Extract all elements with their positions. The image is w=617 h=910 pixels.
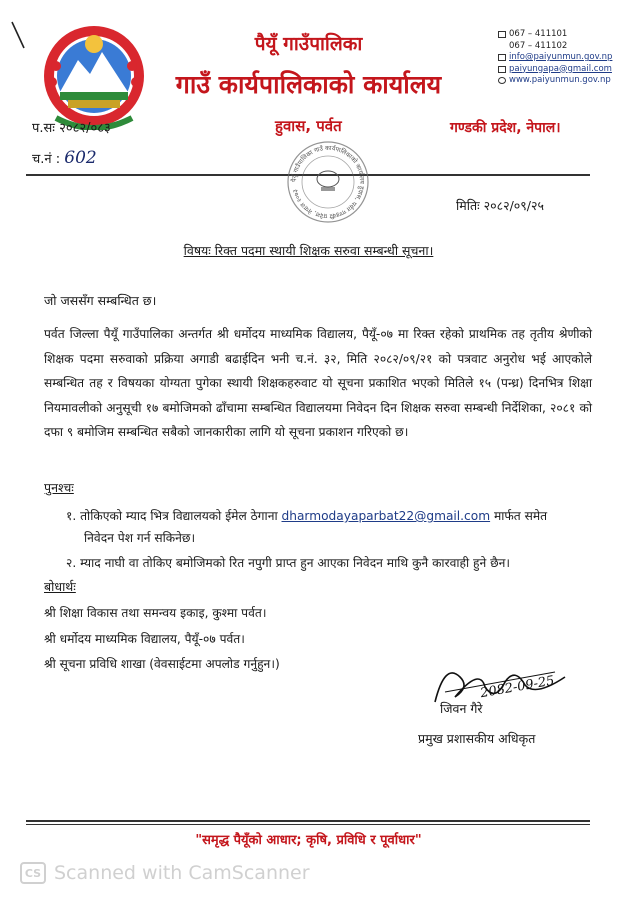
item-text-after: मार्फत समेत (493, 509, 548, 523)
scanner-text: Scanned with CamScanner (54, 862, 310, 884)
subject-line: विषयः रिक्त पदमा स्थायी शिक्षक सरुवा सम्बन्धी सूचना। (183, 243, 434, 258)
signature-date: 2082-09-25 (479, 673, 556, 702)
mail-icon (498, 66, 506, 73)
postscript-item-1 (66, 505, 588, 549)
footer-divider-thin (26, 824, 590, 825)
phone-1: 067 – 411101 (509, 29, 568, 39)
letter-date: मितिः २०८२/०९/२५ (456, 198, 544, 213)
office-location: हुवास, पर्वत (275, 117, 342, 135)
cc-label: बोधार्थः (44, 579, 76, 594)
cc-item: श्री सूचना प्रविधि शाखा (वेवसाईटमा अपलोड गर्नुहुन।) (44, 657, 280, 671)
email-row-1 (498, 52, 612, 64)
item-text: म्याद नाघी वा तोकिए बमोजिमको रित नपुगी प्राप्त हुन आएका निवेदन माथि कुनै कारवाही हुने छैन। (80, 556, 511, 570)
camscanner-logo-icon: CS (20, 862, 46, 884)
phone-row (498, 29, 612, 41)
footer-divider (26, 820, 590, 822)
office-name: गाउँ कार्यपालिकाको कार्यालय (175, 70, 442, 99)
signatory-name: जिवन गैरे (440, 701, 483, 716)
item-number: १. (66, 509, 77, 523)
item-number: २. (66, 556, 77, 570)
school-email-link[interactable]: dharmodayaparbat22@gmail.com (281, 509, 491, 523)
email-link-1[interactable]: info@paiyunmun.gov.np (509, 52, 613, 62)
reference-label: च.नं : (32, 152, 61, 167)
signatory-title: प्रमुख प्रशासकीय अधिकृत (418, 731, 536, 746)
website-link[interactable]: www.paiyunmun.gov.np (509, 75, 611, 85)
item-text: तोकिएको म्याद भित्र विद्यालयको ईमेल ठेगाना (80, 509, 278, 523)
postscript-item-2 (66, 554, 596, 571)
body-paragraph: पर्वत जिल्ला पैयूँ गाउँपालिका अन्तर्गत श्री धर्मोदय माध्यमिक विद्यालय, पैयूँ-०७ मा रिक्त रहेको प्राथमिक तह तृतीय श्रेणीको शिक्षक पदमा सरुवाको प्रक्रिया अगाडी बढाईदिन भनी च.नं. ३२, मिति २०८२/०९/२१ को पत्रवाट अनुरोध भई आएकोले सम्बन्धित तह र विषयका योग्यता पुगेका स्थायी शिक्षकहरुवाट यो सूचना प्रकाशित भएको मितिले १५ (पन्ध्र) दिनभित्र शिक्षा नियमावलीको अनुसूची १७ बमोजिमको ढाँचामा सम्बन्धित विद्यालयमा निवेदन दिन शिक्षक सरुवा सम्बन्धी निर्देशिका, २०८१ को दफा ९ बमोजिम सम्बन्धित सबैको जानकारीका लागि यो सूचना प्रकाशन गरिएको छ। (44, 327, 592, 440)
phone-2: 067 – 411102 (509, 40, 568, 51)
reference-number-row (32, 148, 97, 168)
mail-icon (498, 54, 506, 61)
stamp-text: पैयूँ गाउँपालिका गाउँ कार्यपालिकाको कार्यालय हुवास, पर्वत गण्डकी प्रदेश, नेपाल २०७३ (290, 144, 366, 220)
contact-block (498, 29, 612, 87)
province: गण्डकी प्रदेश, नेपाल। (450, 120, 561, 136)
globe-icon (498, 77, 506, 84)
email-link-2[interactable]: paiyungapa@gmail.com (509, 63, 612, 74)
scanner-watermark (20, 862, 310, 884)
office-stamp (283, 137, 373, 227)
fiscal-year: प.सः २०८२/०८३ (32, 121, 111, 136)
cc-item: श्री धर्मोदय माध्यमिक विद्यालय, पैयूँ-०७ पर्वत। (44, 632, 245, 646)
postscript-label: पुनश्चः (44, 480, 74, 495)
municipality-name: पैयूँ गाउँपालिका (254, 33, 363, 55)
phone-icon (498, 31, 506, 38)
reference-number: 602 (64, 148, 97, 168)
website-row (498, 75, 612, 87)
email-row-2 (498, 64, 612, 76)
item-text-line2: निवेदन पेश गर्न सकिनेछ। (84, 531, 196, 545)
salutation: जो जससँग सम्बन्धित छ। (44, 293, 157, 308)
footer-slogan: "समृद्ध पैयूँको आधार; कृषि, प्रविधि र पूर्वाधार" (195, 833, 422, 848)
phone-row-2 (498, 41, 612, 53)
cc-item: श्री शिक्षा विकास तथा समन्वय इकाइ, कुश्मा पर्वत। (44, 606, 267, 620)
